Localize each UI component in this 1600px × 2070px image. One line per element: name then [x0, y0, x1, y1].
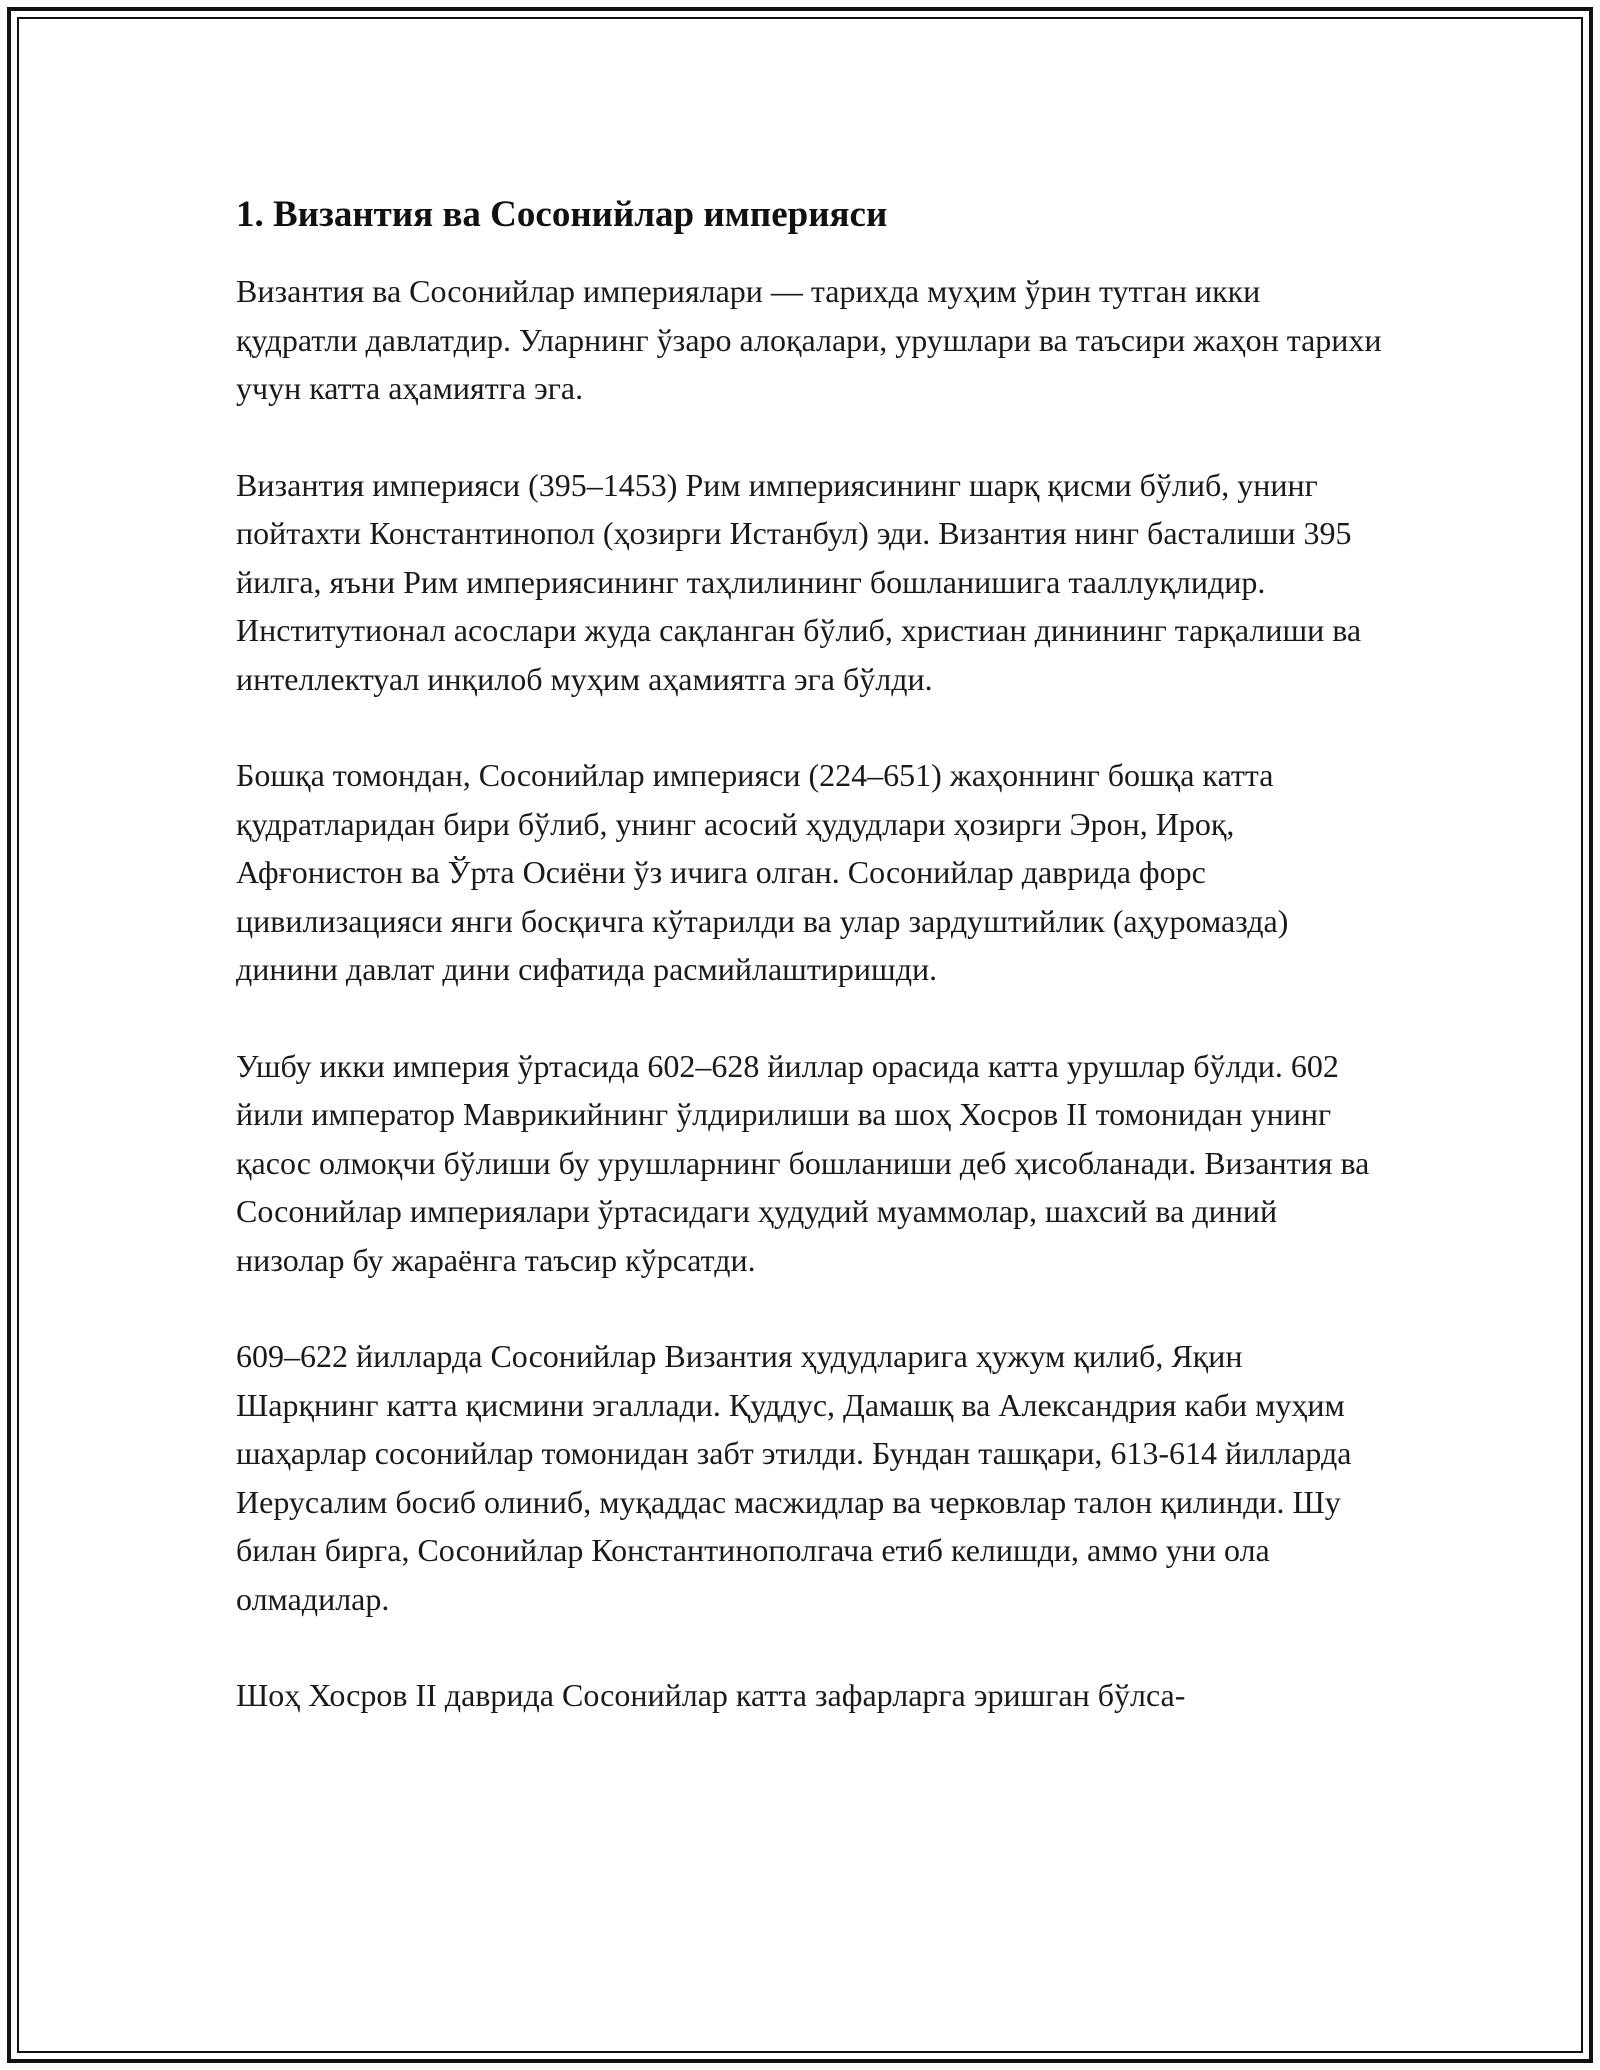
document-body — [236, 187, 1386, 1768]
section-heading: 1. Византия ва Сосонийлар империяси — [236, 194, 888, 235]
paragraph-intro: Византия ва Сосонийлар империялари — тарихда муҳим ўрин тутган икки қудратли давлатдир. Уларнинг ўзаро алоқалари, урушлари ва таъсири жаҳон тарихи учун катта аҳамиятга эга. — [236, 273, 1382, 406]
paragraph-conquests: 609–622 йилларда Сосонийлар Византия ҳудудларига ҳужум қилиб, Яқин Шарқнинг катта қисмини эгаллади. Қуддус, Дамашқ ва Александрия каби муҳим шаҳарлар сосонийлар томонидан забт этилди. Бундан ташқари, 613-614 йилларда Иерусалим босиб олиниб, муқаддас масжидлар ва черковлар талон қилинди. Шу билан бирга, Сосонийлар Константинополгача етиб келишди, аммо уни ола олмадилар. — [236, 1338, 1352, 1617]
paragraph-wars: Ушбу икки империя ўртасида 602–628 йиллар орасида катта урушлар бўлди. 602 йили император Маврикийнинг ўлдирилиши ва шоҳ Хосров II томонидан унинг қасос олмоқчи бўлиши бу урушларнинг бошланиши деб ҳисобланади. Византия ва Сосонийлар империялари ўртасидаги ҳудудий муаммолар, шахсий ва диний низолар бу жараёнга таъсир кўрсатди. — [236, 1047, 1370, 1278]
paragraph-byzantine-empire: Византия империяси (395–1453) Рим империясининг шарқ қисми бўлиб, унинг пойтахти Константинопол (ҳозирги Истанбул) эди. Византия нинг басталиши 395 йилга, яъни Рим империясининг таҳлилининг бошланишига тааллуқлидир. Институтионал асослари жуда сақланган бўлиб, христиан динининг тарқалиши ва интеллектуал инқилоб муҳим аҳамиятга эга бўлди. — [236, 466, 1362, 697]
paragraph-khosrow: Шоҳ Хосров II даврида Сосонийлар катта зафарларга эришган бўлса- — [236, 1677, 1186, 1713]
paragraph-sasanian-empire: Бошқа томондан, Сосонийлар империяси (224–651) жаҳоннинг бошқа катта қудратларидан бири бўлиб, унинг асосий ҳудудлари ҳозирги Эрон, Ироқ, Афғонистон ва Ўрта Осиёни ўз ичига олган. Сосонийлар даврида форс цивилизацияси янги босқичга кўтарилди ва улар зардуштийлик (аҳуромазда) динини давлат дини сифатида расмийлаштиришди. — [236, 757, 1289, 987]
